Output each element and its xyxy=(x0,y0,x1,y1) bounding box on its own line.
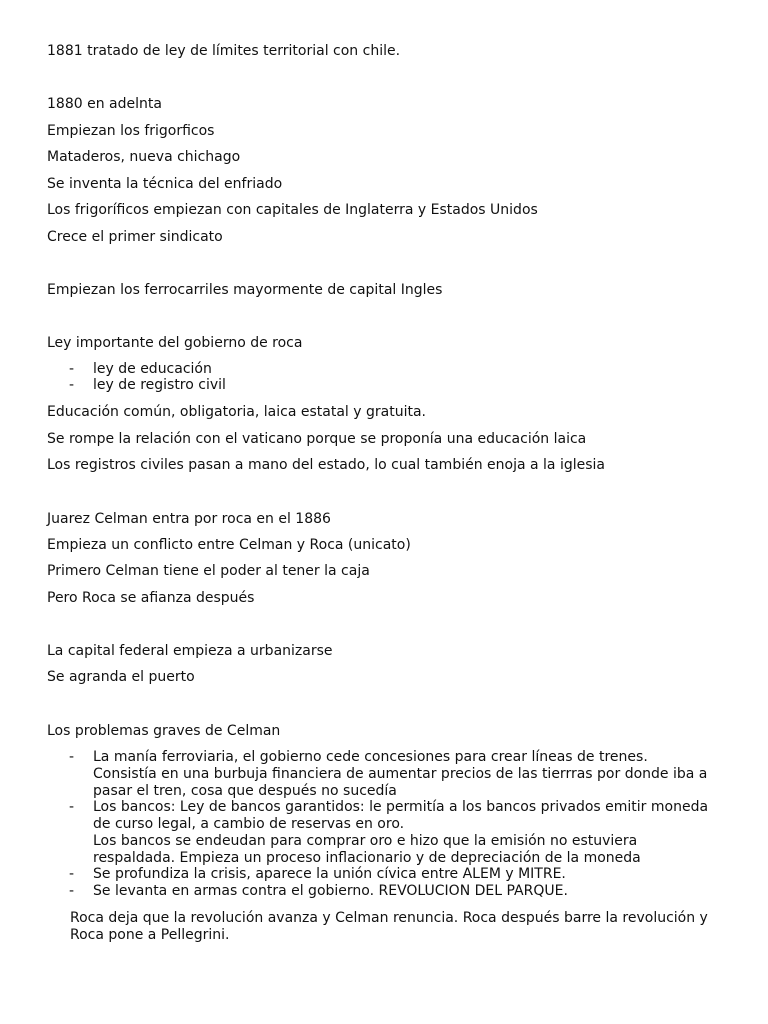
paragraph: Empiezan los frigorficos xyxy=(47,123,215,139)
paragraph: Crece el primer sindicato xyxy=(47,229,223,245)
paragraph: Los problemas graves de Celman xyxy=(47,723,281,739)
paragraph: Se agranda el puerto xyxy=(47,669,195,685)
list-item xyxy=(93,749,723,800)
paragraph: Educación común, obligatoria, laica estatal y gratuita. xyxy=(47,404,426,420)
paragraph: Los frigoríficos empiezan con capitales de Inglaterra y Estados Unidos xyxy=(47,202,538,218)
list-bullet: - xyxy=(69,377,75,393)
paragraph: La capital federal empieza a urbanizarse xyxy=(47,643,333,659)
paragraph: Juarez Celman entra por roca en el 1886 xyxy=(47,511,331,527)
paragraph: Empieza un conflicto entre Celman y Roca (unicato) xyxy=(47,537,411,553)
list-item: Se profundiza la crisis, aparece la unión cívica entre ALEM y MITRE. xyxy=(93,866,566,882)
list-bullet: - xyxy=(69,866,75,882)
paragraph-line: Roca deja que la revolución avanza y Celman renuncia. Roca después barre la revolución y xyxy=(70,910,708,926)
paragraph: Primero Celman tiene el poder al tener la caja xyxy=(47,563,370,579)
list-bullet: - xyxy=(69,749,75,765)
list-item-line: respaldada. Empieza un proceso inflacionario y de depreciación de la moneda xyxy=(93,850,641,866)
paragraph: Se rompe la relación con el vaticano porque se proponía una educación laica xyxy=(47,431,587,447)
indented-paragraph xyxy=(70,910,725,944)
paragraph: Ley importante del gobierno de roca xyxy=(47,335,303,351)
list-item-line: de curso legal, a cambio de reservas en oro. xyxy=(93,816,405,832)
list-item xyxy=(93,799,723,867)
list-item-line: Los bancos se endeudan para comprar oro e hizo que la emisión no estuviera xyxy=(93,833,638,849)
paragraph: Mataderos, nueva chichago xyxy=(47,149,241,165)
paragraph: 1880 en adelnta xyxy=(47,96,162,112)
paragraph: Los registros civiles pasan a mano del estado, lo cual también enoja a la iglesia xyxy=(47,457,605,473)
paragraph: Empiezan los ferrocarriles mayormente de capital Ingles xyxy=(47,282,443,298)
paragraph: Se inventa la técnica del enfriado xyxy=(47,176,283,192)
list-item-line: La manía ferroviaria, el gobierno cede concesiones para crear líneas de trenes. xyxy=(93,749,648,765)
list-item: Se levanta en armas contra el gobierno. REVOLUCION DEL PARQUE. xyxy=(93,883,568,899)
paragraph: 1881 tratado de ley de límites territorial con chile. xyxy=(47,43,401,59)
list-item: ley de educación xyxy=(93,361,212,377)
list-item-line: pasar el tren, cosa que después no sucedía xyxy=(93,783,397,799)
list-bullet: - xyxy=(69,799,75,815)
list-item-line: Consistía en una burbuja financiera de aumentar precios de las tierrras por donde iba a xyxy=(93,766,708,782)
paragraph: Pero Roca se afianza después xyxy=(47,590,255,606)
list-bullet: - xyxy=(69,883,75,899)
list-item-line: Los bancos: Ley de bancos garantidos: le permitía a los bancos privados emitir moneda xyxy=(93,799,709,815)
paragraph-line: Roca pone a Pellegrini. xyxy=(70,927,230,943)
list-bullet: - xyxy=(69,361,75,377)
list-item: ley de registro civil xyxy=(93,377,226,393)
